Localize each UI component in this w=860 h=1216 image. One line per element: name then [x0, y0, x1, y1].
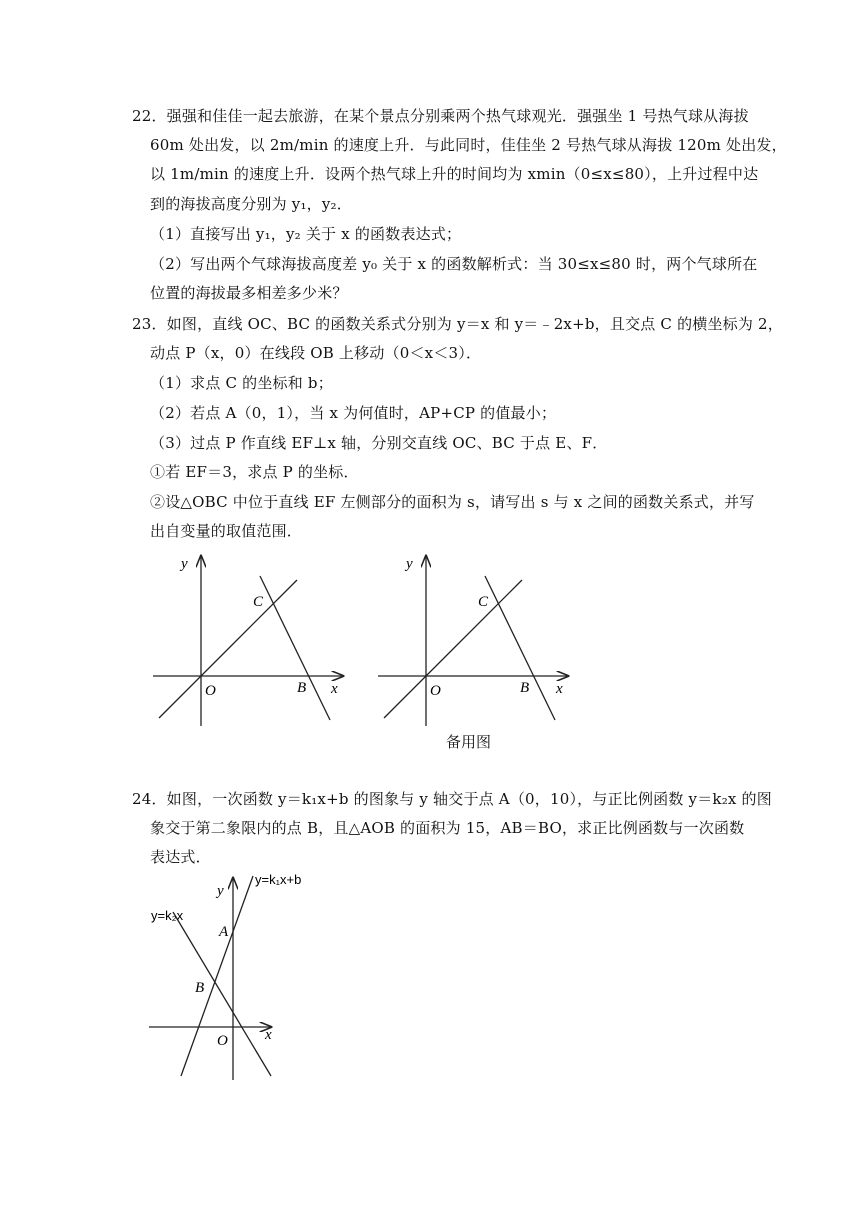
q24-figure — [145, 868, 345, 1087]
label-x: x — [331, 681, 338, 697]
label-a: A — [219, 924, 229, 940]
line-bc — [260, 576, 330, 720]
q23-figure-spare — [370, 548, 580, 732]
q22-line-4: 到的海拔高度分别为 y₁，y₂． — [150, 195, 352, 213]
q23-sub-2b: 出自变量的取值范围． — [150, 522, 303, 540]
q24-line-3: 表达式． — [150, 848, 211, 866]
label-b: B — [520, 680, 530, 696]
label-b: B — [195, 980, 205, 996]
label-x: x — [556, 681, 563, 697]
q22-line-2: 60m 处出发，以 2m/min 的速度上升．与此同时，佳佳坐 2 号热气球从海拔 120m 处出发， — [150, 136, 787, 154]
q22-part-2b: 位置的海拔最多相差多少米？ — [150, 284, 348, 302]
q22-line-1: 22．强强和佳佳一起去旅游，在某个景点分别乘两个热气球观光．强强坐 1 号热气球从海拔 — [132, 107, 749, 125]
q23-sub-2a: ②设△OBC 中位于直线 EF 左侧部分的面积为 s，请写出 s 与 x 之间的函数关系式，并写 — [150, 493, 755, 511]
q24-line-2: 象交于第二象限内的点 B，且△AOB 的面积为 15，AB＝BO，求正比例函数与一次函数 — [150, 819, 745, 837]
q23-figure-main — [145, 548, 355, 732]
label-y: y — [181, 556, 188, 572]
label-y: y — [406, 556, 413, 572]
label-line-k2: y=k₂x — [151, 908, 184, 923]
label-y: y — [217, 883, 224, 899]
q23-part-2: （2）若点 A（0，1），当 x 为何值时，AP+CP 的值最小； — [150, 404, 557, 422]
q23-part-3: （3）过点 P 作直线 EF⊥x 轴，分别交直线 OC、BC 于点 E、F． — [150, 434, 608, 452]
label-x: x — [265, 1027, 272, 1043]
label-o: O — [217, 1033, 228, 1049]
q24-line-1: 24．如图，一次函数 y＝k₁x+b 的图象与 y 轴交于点 A（0，10），与正比例函数 y＝k₂x 的图 — [132, 790, 772, 808]
line-oc — [159, 580, 297, 718]
line-bc — [485, 576, 555, 720]
q23-line-1: 23．如图，直线 OC、BC 的函数关系式分别为 y＝x 和 y＝﹣2x+b，且交点 C 的横坐标为 2， — [132, 315, 783, 333]
label-o: O — [430, 683, 441, 699]
q23-spare-caption: 备用图 — [446, 734, 492, 751]
q22-part-1: （1）直接写出 y₁，y₂ 关于 x 的函数表达式； — [150, 225, 462, 243]
q23-line-2: 动点 P（x，0）在线段 OB 上移动（0＜x＜3）． — [150, 344, 482, 362]
label-o: O — [205, 683, 216, 699]
label-c: C — [478, 594, 489, 610]
label-line-k1: y=k₁x+b — [255, 872, 302, 887]
line-oc — [384, 580, 522, 718]
q22-part-2a: （2）写出两个气球海拔高度差 y₀ 关于 x 的函数解析式：当 30≤x≤80 时，两个气球所在 — [150, 255, 758, 273]
q23-sub-1: ①若 EF＝3，求点 P 的坐标． — [150, 463, 359, 481]
q22-line-3: 以 1m/min 的速度上升．设两个热气球上升的时间均为 xmin（0≤x≤80），上升过程中达 — [150, 165, 759, 183]
q23-part-1: （1）求点 C 的坐标和 b； — [150, 374, 333, 392]
label-b: B — [297, 680, 307, 696]
label-c: C — [253, 594, 264, 610]
